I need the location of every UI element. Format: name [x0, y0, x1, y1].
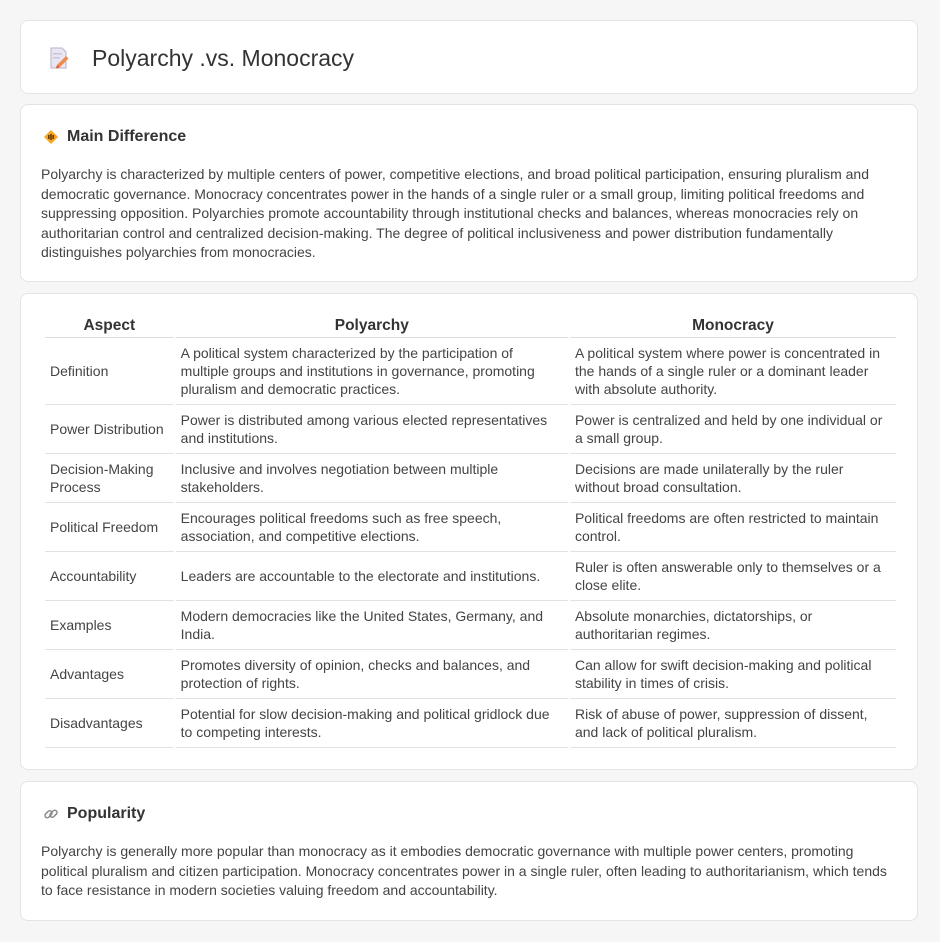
popularity-header	[43, 805, 145, 823]
aspect-cell: Political Freedom	[45, 503, 174, 552]
table-row	[45, 338, 896, 405]
table-row	[45, 552, 896, 601]
diamond-signal-icon	[43, 129, 59, 145]
table-row	[45, 699, 896, 748]
main-difference-heading: Main Difference	[67, 128, 187, 145]
monocracy-cell: Power is centralized and held by one individual or a small group.	[570, 405, 896, 454]
aspect-cell: Disadvantages	[45, 699, 174, 748]
table-row	[45, 503, 896, 552]
aspect-cell: Definition	[45, 338, 174, 405]
polyarchy-cell: Inclusive and involves negotiation between multiple stakeholders.	[176, 454, 568, 503]
monocracy-cell: Absolute monarchies, dictatorships, or authoritarian regimes.	[570, 601, 896, 650]
popularity-section	[20, 781, 918, 921]
main-difference-text: Polyarchy is characterized by multiple centers of power, competitive elections, and broad political participation, ensuring pluralism and democratic governance. Monocracy concentrates power in the hands of a single ruler or a small group, limiting political freedoms and suppressing opposition. Polyarchies promote accountability through institutional checks and balances, whereas monocracies rely on authoritarian control and centralized decision-making. The degree of political inclusiveness and power distribution fundamentally distinguishes polyarchies from monocracies.	[41, 166, 869, 261]
monocracy-cell: Ruler is often answerable only to themselves or a close elite.	[570, 552, 896, 601]
comparison-section	[20, 293, 918, 770]
aspect-cell: Advantages	[45, 650, 174, 699]
monocracy-cell: A political system where power is concentrated in the hands of a single ruler or a dominant leader with absolute authority.	[570, 338, 896, 405]
polyarchy-cell: Potential for slow decision-making and political gridlock due to competing interests.	[176, 699, 568, 748]
polyarchy-cell: Leaders are accountable to the electorate and institutions.	[176, 552, 568, 601]
comparison-table	[43, 314, 898, 748]
header-polyarchy: Polyarchy	[176, 314, 568, 338]
polyarchy-cell: Encourages political freedoms such as free speech, association, and competitive elections.	[176, 503, 568, 552]
aspect-cell: Accountability	[45, 552, 174, 601]
main-difference-section	[20, 104, 918, 282]
polyarchy-cell: Promotes diversity of opinion, checks and balances, and protection of rights.	[176, 650, 568, 699]
table-row	[45, 650, 896, 699]
monocracy-cell: Can allow for swift decision-making and political stability in times of crisis.	[570, 650, 896, 699]
aspect-cell: Power Distribution	[45, 405, 174, 454]
popularity-heading: Popularity	[67, 805, 146, 822]
polyarchy-cell: Power is distributed among various elected representatives and institutions.	[176, 405, 568, 454]
table-header-row	[45, 314, 896, 338]
table-row	[45, 405, 896, 454]
header-aspect: Aspect	[45, 314, 174, 338]
monocracy-cell: Political freedoms are often restricted to maintain control.	[570, 503, 896, 552]
polyarchy-cell: Modern democracies like the United States, Germany, and India.	[176, 601, 568, 650]
title-card	[20, 20, 918, 94]
main-difference-header	[43, 128, 186, 146]
document-edit-icon	[47, 46, 71, 70]
popularity-text: Polyarchy is generally more popular than monocracy as it embodies democratic governance with multiple power centers, promoting political pluralism and citizen participation. Monocracy concentrates power in a single ruler, often leading to authoritarianism, which tends to face resistance in modern societies valuing freedom and accountability.	[41, 843, 887, 899]
page-title: Polyarchy .vs. Monocracy	[92, 45, 355, 71]
monocracy-cell: Risk of abuse of power, suppression of dissent, and lack of political pluralism.	[570, 699, 896, 748]
header-monocracy: Monocracy	[570, 314, 896, 338]
table-row	[45, 454, 896, 503]
table-row	[45, 601, 896, 650]
link-icon	[43, 806, 59, 822]
polyarchy-cell: A political system characterized by the participation of multiple groups and institutions in governance, promoting pluralism and democratic practices.	[176, 338, 568, 405]
aspect-cell: Decision-Making Process	[45, 454, 174, 503]
aspect-cell: Examples	[45, 601, 174, 650]
monocracy-cell: Decisions are made unilaterally by the ruler without broad consultation.	[570, 454, 896, 503]
